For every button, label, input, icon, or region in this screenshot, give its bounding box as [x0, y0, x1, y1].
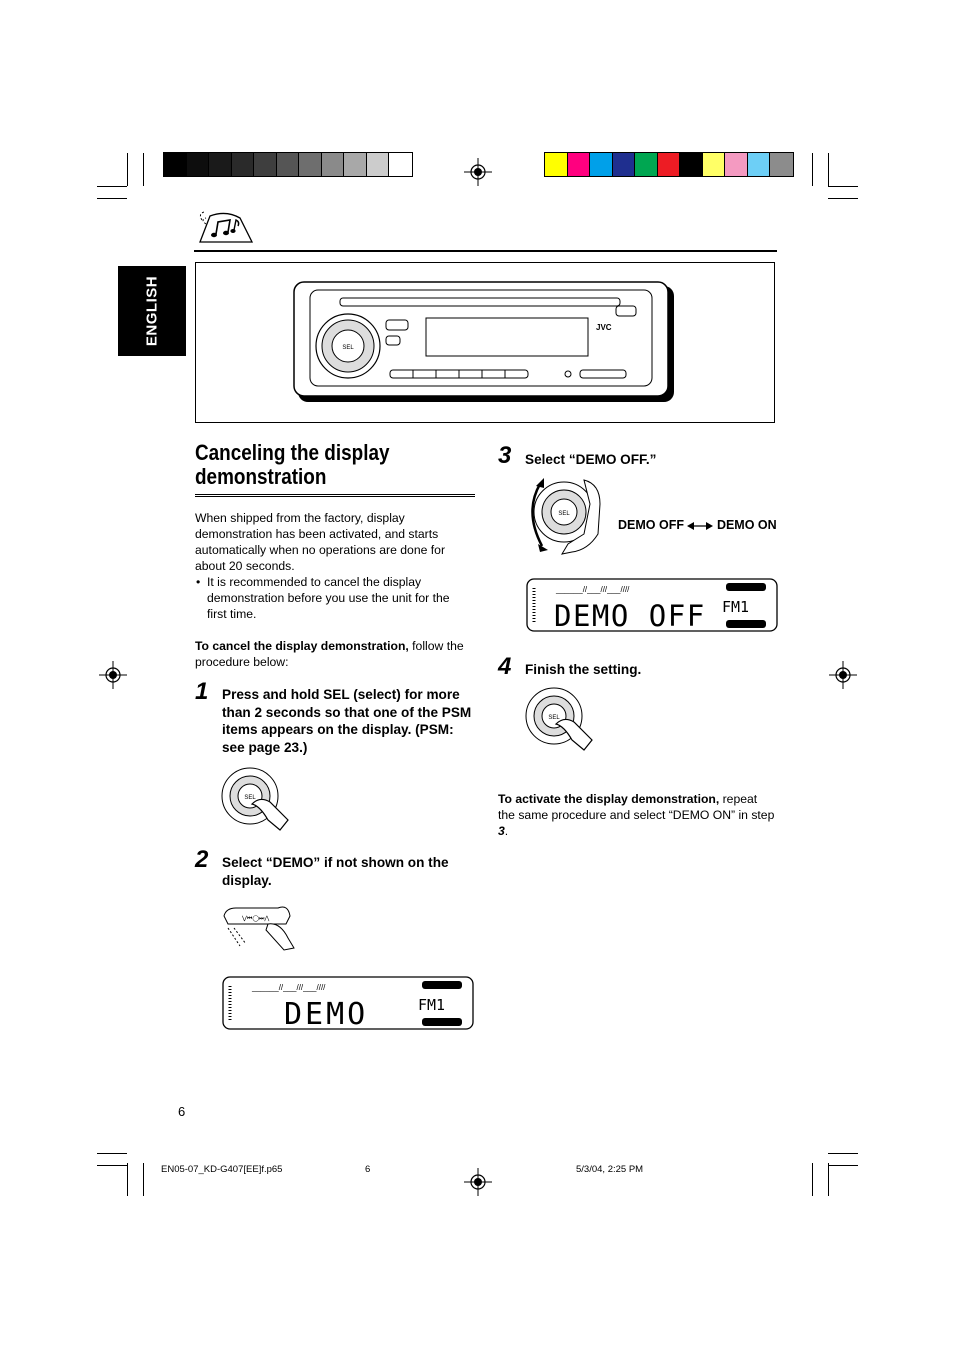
double-arrow-icon	[687, 522, 713, 530]
color-swatch	[770, 153, 793, 176]
header-rule	[194, 250, 777, 252]
lcd-band-text: FM1	[418, 996, 446, 1014]
crop-mark	[97, 1165, 127, 1166]
sel-knob-press-icon	[220, 766, 290, 832]
crop-mark	[127, 1163, 128, 1196]
step-1-text: Press and hold SEL (select) for more than 2 seconds so that one of the PSM items appears on the display. (PSM: see page 23.)	[222, 687, 472, 755]
lcd-band-text: FM1	[722, 598, 750, 616]
crop-mark	[812, 153, 813, 186]
lcd-display-demo	[222, 976, 474, 1030]
color-swatch	[703, 153, 726, 176]
preset-button-press-icon	[222, 902, 300, 952]
registration-target-icon	[464, 1168, 492, 1196]
step-number: 4	[498, 653, 512, 680]
color-swatch	[635, 153, 658, 176]
crop-mark	[828, 1163, 829, 1196]
crop-mark	[828, 186, 858, 187]
crop-mark	[143, 153, 144, 186]
svg-text:______//___///___////: ______//___///___////	[252, 983, 326, 992]
registration-target-icon	[829, 661, 857, 689]
sel-knob-rotate-icon	[522, 474, 612, 558]
step-number: 1	[195, 678, 209, 705]
color-swatch	[299, 153, 322, 176]
color-swatch	[725, 153, 748, 176]
crop-mark	[828, 198, 858, 199]
color-swatch	[322, 153, 345, 176]
color-swatch	[187, 153, 210, 176]
crop-mark	[812, 1163, 813, 1196]
color-swatch	[254, 153, 277, 176]
section-title: Canceling the display demonstration	[195, 440, 390, 489]
crop-mark	[97, 186, 127, 187]
car-stereo-illustration	[290, 278, 680, 404]
music-notes-icon	[196, 210, 256, 246]
svg-text:SEL: SEL	[342, 345, 354, 351]
svg-text:______//___///___////: ______//___///___////	[556, 585, 630, 594]
color-swatch	[367, 153, 390, 176]
step-3-text: Select “DEMO OFF.”	[525, 452, 657, 467]
color-swatch	[590, 153, 613, 176]
step-4-text: Finish the setting.	[525, 662, 642, 677]
intro-paragraph: When shipped from the factory, display demonstration has been activated, and starts automatically when no operations are done for about 20 seconds.	[195, 511, 445, 573]
color-swatch	[277, 153, 300, 176]
language-tab: ENGLISH	[118, 266, 186, 356]
crop-mark	[828, 153, 829, 186]
color-swatch	[658, 153, 681, 176]
crop-mark	[143, 1163, 144, 1196]
crop-mark	[127, 153, 128, 186]
sel-knob-press-icon	[524, 686, 596, 752]
page-number: 6	[178, 1104, 186, 1119]
svg-text:JVC: JVC	[596, 323, 612, 332]
crop-mark	[828, 1153, 858, 1154]
color-swatch	[545, 153, 568, 176]
color-swatch	[568, 153, 591, 176]
title-rule	[195, 494, 475, 497]
color-swatch	[164, 153, 187, 176]
footer-filename: EN05-07_KD-G407[EE]f.p65	[161, 1164, 283, 1175]
color-swatch	[748, 153, 771, 176]
footer-date: 5/3/04, 2:25 PM	[576, 1164, 644, 1175]
demo-toggle-label: DEMO OFF DEMO ON	[618, 518, 777, 532]
color-swatch	[389, 153, 412, 176]
color-swatch	[232, 153, 255, 176]
step-number: 2	[195, 846, 209, 873]
crop-mark	[97, 198, 127, 199]
intro-bullet: • It is recommended to cancel the display demonstration before you use the unit for the first time.	[196, 575, 450, 621]
activate-note: To activate the display demonstration, repeat the same procedure and select “DEMO ON” in step 3.	[498, 792, 775, 838]
crop-mark	[97, 1153, 127, 1154]
registration-target-icon	[99, 661, 127, 689]
svg-text:SEL: SEL	[548, 715, 560, 721]
svg-text:SEL: SEL	[558, 511, 570, 517]
step-2-text: Select “DEMO” if not shown on the display.	[222, 855, 449, 888]
step-number: 3	[498, 442, 512, 469]
color-swatch	[680, 153, 703, 176]
bullet-icon: •	[196, 575, 201, 589]
crop-mark	[828, 1165, 858, 1166]
lcd-main-text: DEMO	[284, 997, 369, 1030]
color-swatch	[613, 153, 636, 176]
svg-text:⋁⏮◯⏭⋀: ⋁⏮◯⏭⋀	[242, 916, 270, 922]
registration-target-icon	[464, 158, 492, 186]
sel-knob-label: SEL	[244, 795, 256, 801]
lcd-main-text: DEMO OFF	[554, 599, 706, 632]
cancel-note: To cancel the display demonstration, follow the procedure below:	[195, 639, 464, 669]
color-swatch	[344, 153, 367, 176]
color-swatch	[209, 153, 232, 176]
footer-page: 6	[365, 1164, 371, 1175]
lcd-display-demo-off	[526, 578, 778, 632]
